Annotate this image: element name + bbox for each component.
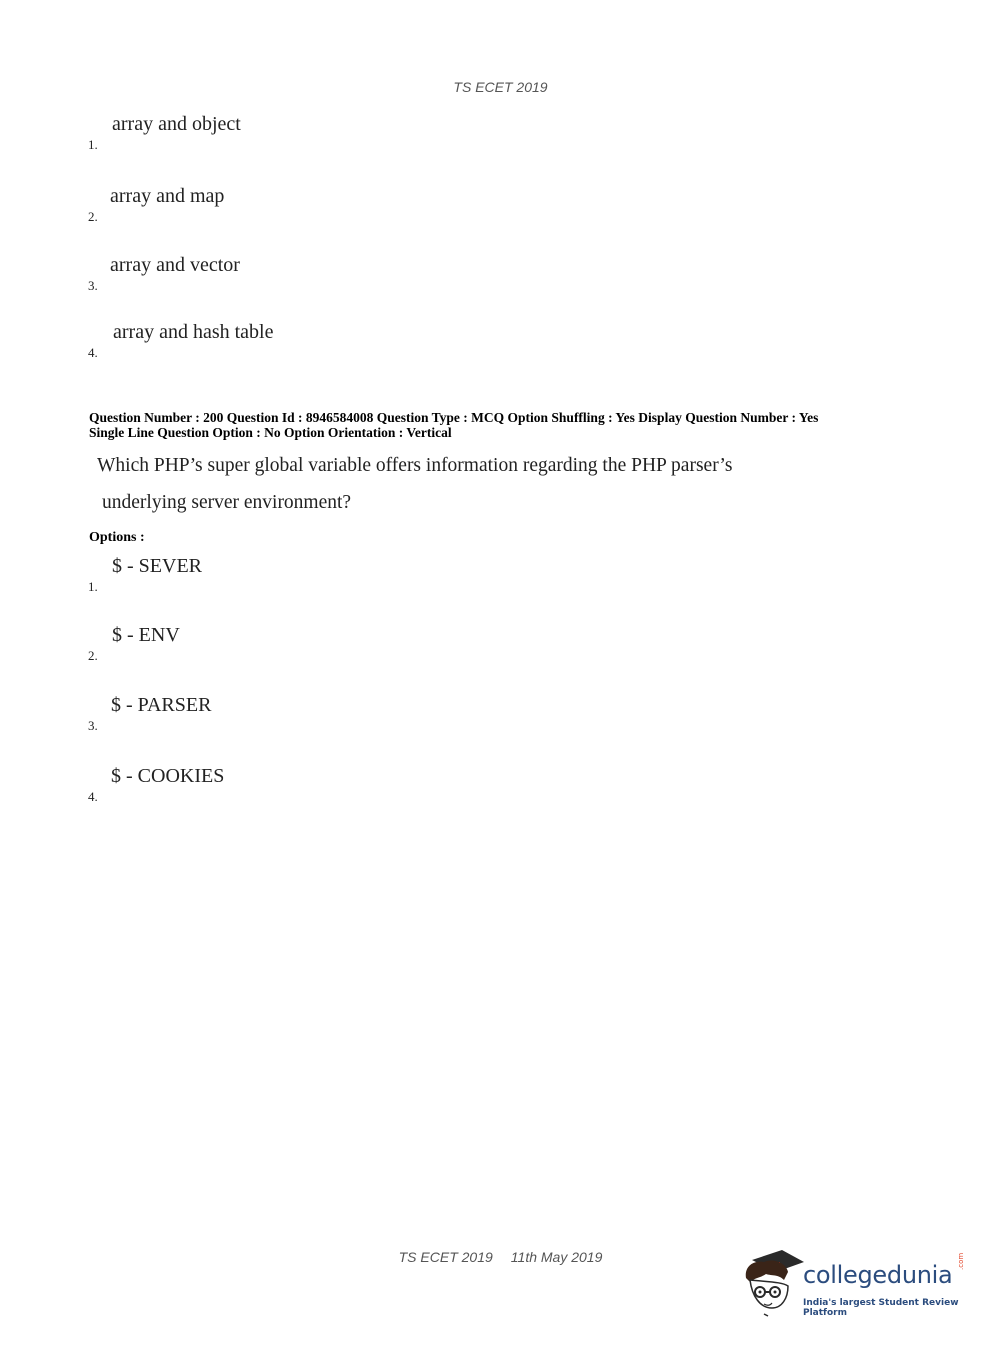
list-item — [88, 113, 688, 153]
list-item — [88, 694, 688, 734]
footer-exam: TS ECET 2019 — [398, 1249, 493, 1265]
option-number: 1. — [88, 137, 98, 152]
options-label: Options : — [89, 530, 145, 545]
option-number: 2. — [88, 648, 98, 663]
option-text: $ - COOKIES — [111, 765, 225, 787]
page-header: TS ECET 2019 — [453, 79, 548, 95]
footer-date: 11th May 2019 — [510, 1249, 603, 1265]
option-number: 1. — [88, 579, 98, 594]
option-number: 2. — [88, 209, 98, 224]
question-text: Which PHP’s super global variable offers information regarding the PHP parser’s — [97, 455, 733, 476]
option-text: $ - ENV — [112, 624, 180, 646]
option-text: $ - PARSER — [111, 694, 212, 716]
question-meta — [89, 410, 818, 440]
list-item — [88, 254, 688, 294]
option-text: array and vector — [110, 254, 240, 276]
question-text: underlying server environment? — [102, 492, 352, 513]
list-item — [88, 765, 688, 805]
option-number: 4. — [88, 789, 98, 804]
list-item — [88, 555, 688, 595]
list-item — [88, 624, 688, 664]
list-item — [88, 185, 688, 225]
logo-brand: collegedunia — [803, 1261, 953, 1289]
option-number: 3. — [88, 278, 98, 293]
option-number: 3. — [88, 718, 98, 733]
option-text: array and map — [110, 185, 225, 207]
question-meta-line: Question Number : 200 Question Id : 8946584008 Question Type : MCQ Option Shuffling : Yes Display Question Number : Yes — [89, 410, 819, 425]
option-text: array and object — [112, 113, 241, 135]
option-text: $ - SEVER — [112, 555, 202, 577]
logo-tagline: India's largest Student Review Platform — [803, 1298, 959, 1318]
option-number: 4. — [88, 345, 98, 360]
list-item — [88, 321, 688, 361]
logo-com: .com — [957, 1252, 965, 1270]
question-meta-line: Single Line Question Option : No Option Orientation : Vertical — [89, 425, 452, 440]
option-text: array and hash table — [113, 321, 274, 343]
